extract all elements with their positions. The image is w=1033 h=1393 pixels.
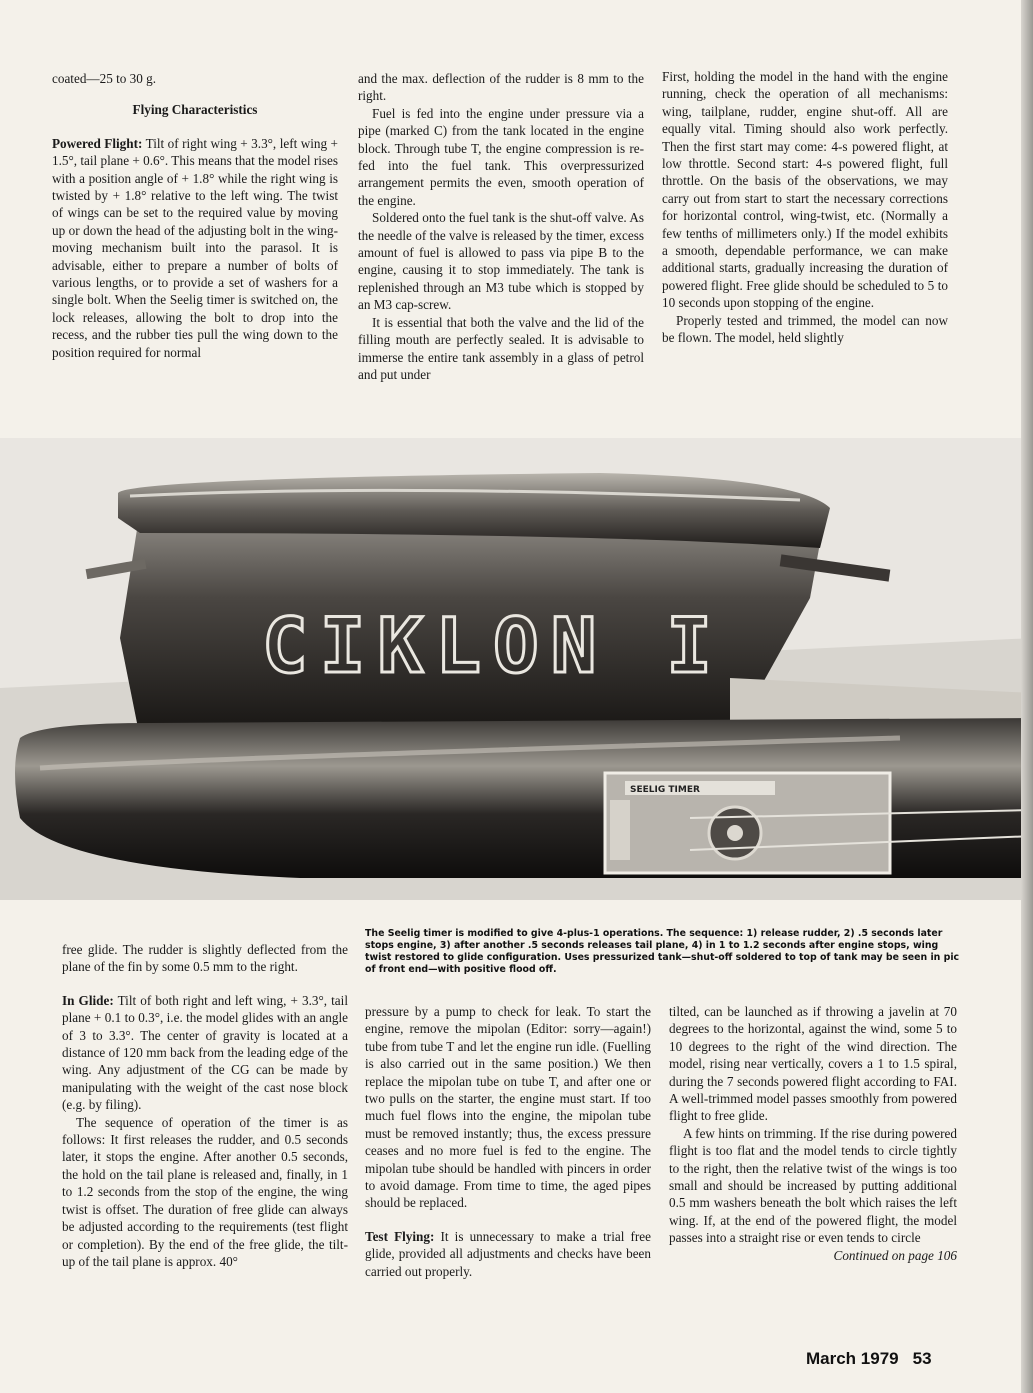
run-in-heading: Test Flying: — [365, 1228, 435, 1244]
hull-lettering: CIKLON I — [262, 601, 725, 690]
paragraph: pressure by a pump to check for leak. To start the engine, remove the mipolan (Editor: sorry—again!) tube from tube T and let the engine run idle. (Fuelling is also carried out in the same position.) We then replace the mipolan tube on tube T, and after one or two pulls on the starter, the engine must start. If too much fuel flows into the engine, the mipolan tube must be removed instantly; thus, the excess pressure ceases and no more fuel is fed to the engine. The mipolan tube should be handled with pincers in order to avoid damage. From time to time, the aged pipes should be replaced. — [365, 1004, 651, 1211]
paragraph-text: Tilt of both right and left wing, + 3.3°, tail plane + 0.1 to 0.3°, i.e. the model glides with an angle of 3 to 3.3°. The center of gravity is located at a distance of 120 mm back from the leading edge of the wing. Any adjustment of the CG can be made by manipulating with the weight of the cast nose block (e.g. by filing). — [62, 992, 348, 1113]
column-2-bottom — [365, 1003, 651, 1280]
timer-lever — [610, 800, 630, 860]
column-2-top — [358, 70, 644, 383]
paragraph: tilted, can be launched as if throwing a javelin at 70 degrees to the horizontal, against the wind, some 5 to 10 degrees to the right of the wind direction. The model, rising near vertically, covers a 1 to 1.5 spiral, during the 7 seconds powered flight according to FAI. A well-trimmed model passes smoothly from powered flight to free glide. — [669, 1004, 957, 1124]
photo-caption: The Seelig timer is modified to give 4-plus-1 operations. The sequence: 1) release rudder, 2) .5 seconds later stops engine, 3) after another .5 seconds releases tail plane, 4) in 1 to 1.2 seconds after engine stops, wing twist restored to glide configuration. Uses pressurized tank—shut-off soldered to top of tank may be seen in pic of front end—with positive flood off. — [365, 928, 960, 975]
paragraph: The sequence of operation of the timer is as follows: It first releases the rudder, and 0.5 seconds later, it stops the engine. After another 0.5 seconds, the hold on the tail plane is released and, finally, in 1 to 1.2 seconds from the stop of the engine, the wing twist is offset. The duration of free glide can always be adjusted according to the requirements (test flight or completion). By the end of the free glide, the tilt-up of the tail plane is approx. 40° — [62, 1114, 348, 1269]
paragraph: It is essential that both the valve and the lid of the filling mouth are perfectly sealed. It is advisable to immerse the entire tank assembly in a glass of petrol and put under — [358, 314, 644, 382]
paragraph — [52, 135, 338, 361]
run-in-heading: Powered Flight: — [52, 135, 143, 151]
issue-date: March 1979 — [806, 1349, 899, 1368]
paragraph: Properly tested and trimmed, the model can now be flown. The model, held slightly — [662, 312, 948, 346]
page-number: 53 — [912, 1349, 932, 1368]
paragraph-text: It is unnecessary to make a trial free glide, provided all adjustments and checks have been carried out properly. — [365, 1228, 651, 1279]
column-1-top — [52, 70, 338, 361]
paragraph — [365, 1228, 651, 1280]
paragraph-text: Tilt of right wing + 3.3°, left wing + 1.5°, tail plane + 0.6°. This means that the model rises with a position angle of + 1.8° while the right wing is twisted by + 1.8° relative to the left wing. The twist of wings can be set to the required value by moving up or down the head of the adjusting bolt in the wing-moving mechanism built into the parasol. It is advisable, either to prepare a number of bolts of various lengths, or to provide a set of washers for a single bolt. When the Seelig timer is switched on, the lock releases, allowing the bolt to drop into the recess, and the rubber ties pull the wing down to the position required for normal — [52, 135, 338, 360]
paragraph: coated—25 to 30 g. — [52, 71, 157, 86]
timer-hub — [727, 825, 743, 841]
paragraph: First, holding the model in the hand with the engine running, check the operation of all mechanisms: wing, tailplane, rudder, engine shut-off. All are equally vital. Timing should also work perfectly. Then the first start may come: 4-s powered flight, at low throttle. Second start: 4-s powered flight, full throttle. On the basis of the observations, we may carry out from start to start the necessary corrections for horizontal control, wing-twist, etc. (Normally a few tenths of millimeters only.) If the model exhibits a smooth, dependable performance, we can make additional starts, gradually increasing the duration of powered flight. Free glide should be scheduled to 5 to 10 seconds upon stopping of the engine. — [662, 69, 948, 311]
column-3-bottom — [669, 1003, 957, 1264]
section-heading: Flying Characteristics — [132, 102, 258, 118]
column-1-bottom — [62, 941, 348, 1270]
paragraph: free glide. The rudder is slightly deflected from the plane of the fin by some 0.5 mm to the right. — [62, 942, 348, 975]
page-footer — [806, 1349, 932, 1369]
continued-note: Continued on page 106 — [833, 1247, 957, 1263]
column-3-top — [662, 68, 948, 347]
model-fuselage-illustration — [0, 438, 1033, 900]
model-photo — [0, 438, 1033, 900]
paragraph — [62, 992, 348, 1114]
paragraph: and the max. deflection of the rudder is 8 mm to the right. — [358, 71, 644, 104]
page-edge — [1021, 0, 1033, 1393]
paragraph: Soldered onto the fuel tank is the shut-off valve. As the needle of the valve is released by the timer, excess amount of fuel is allowed to pass via pipe B to the engine, causing it to stop immediately. The tank is replenished through an M3 tube which is stopped by an M3 cap-screw. — [358, 210, 644, 313]
paragraph: Fuel is fed into the engine under pressure via a pipe (marked C) from the tank located in the engine block. Through tube T, the engine compression is re-fed into the fuel tank. This overpressurized arrangement permits the even, smooth operation of the engine. — [358, 105, 644, 208]
paragraph: A few hints on trimming. If the rise during powered flight is too flat and the model tends to circle tightly to the right, then the relative twist of the wings is too small and should be increased by putting additional 0.5 mm washers beneath the bolt which raises the left wing. If, at the end of the powered flight, the model passes into a straight rise or even tends to circle — [669, 1125, 957, 1246]
timer-label: SEELIG TIMER — [630, 785, 700, 795]
run-in-heading: In Glide: — [62, 992, 114, 1008]
